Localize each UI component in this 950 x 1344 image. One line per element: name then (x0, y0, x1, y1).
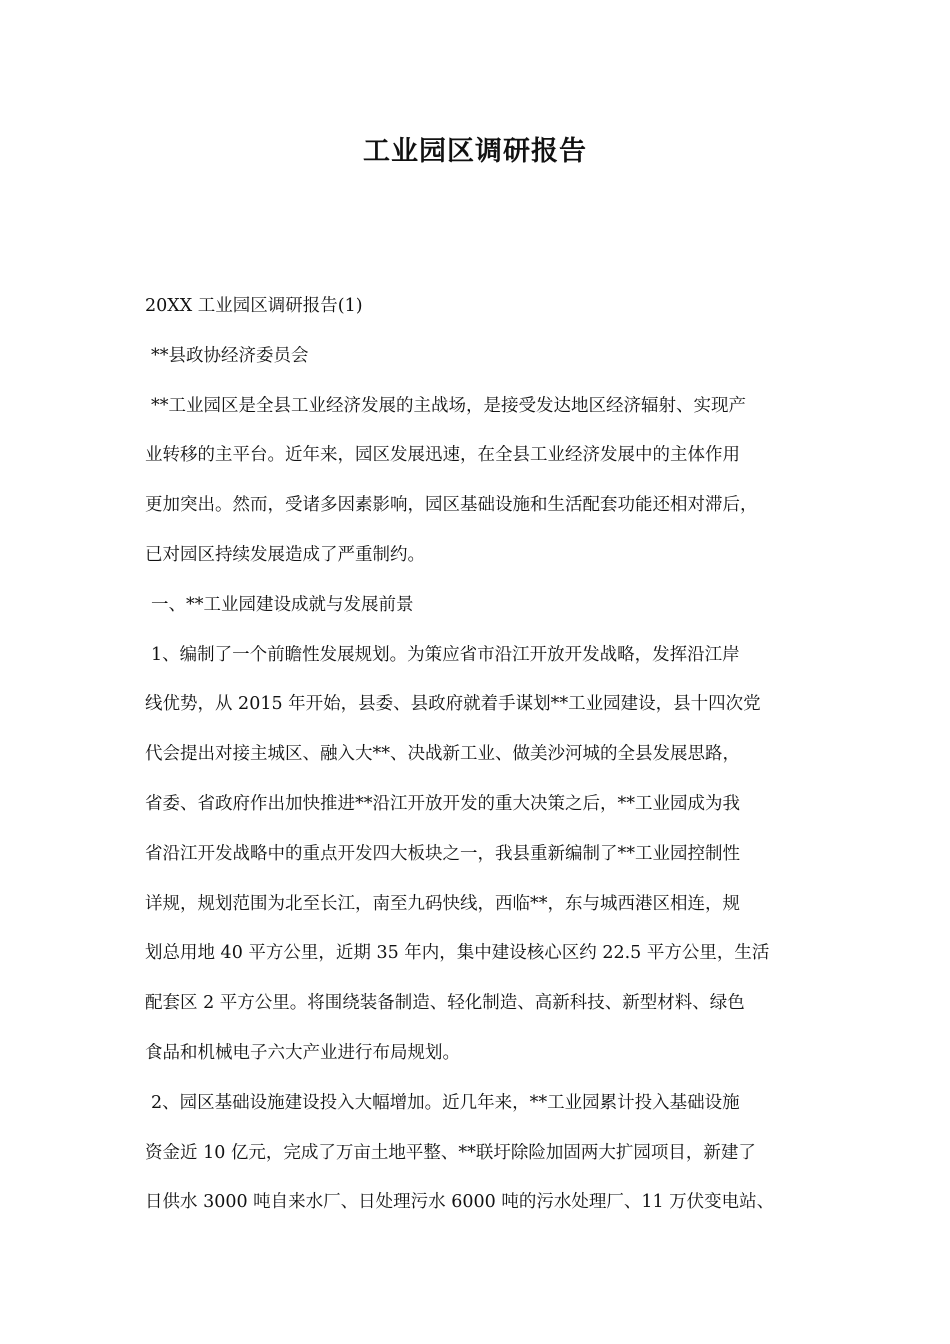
paragraph-line: 食品和机械电子六大产业进行布局规划。 (145, 1042, 460, 1063)
section-heading: 一、**工业园建设成就与发展前景 (151, 594, 414, 615)
paragraph-line: 资金近 10 亿元，完成了万亩土地平整、**联圩除险加固两大扩园项目，新建了 (145, 1142, 756, 1163)
document-body (145, 282, 825, 1228)
paragraph-line: 省委、省政府作出加快推进**沿江开放开发的重大决策之后，**工业园成为我 (145, 793, 740, 814)
paragraph-line: 2、园区基础设施建设投入大幅增加。近几年来，**工业园累计投入基础设施 (151, 1092, 740, 1113)
paragraph-line: 线优势，从 2015 年开始，县委、县政府就着手谋划**工业园建设，县十四次党 (145, 694, 761, 715)
author-line: **县政协经济委员会 (151, 345, 309, 366)
paragraph-line: 更加突出。然而，受诸多因素影响，园区基础设施和生活配套功能还相对滞后， (145, 495, 758, 516)
paragraph-line: 日供水 3000 吨自来水厂、日处理污水 6000 吨的污水处理厂、11 万伏变电站、 (145, 1192, 775, 1213)
paragraph-line: 业转移的主平台。近年来，园区发展迅速，在全县工业经济发展中的主体作用 (145, 445, 740, 466)
paragraph-line: 省沿江开发战略中的重点开发四大板块之一，我县重新编制了**工业园控制性 (145, 843, 740, 864)
paragraph-line: 已对园区持续发展造成了严重制约。 (145, 544, 425, 565)
paragraph-line: 1、编制了一个前瞻性发展规划。为策应省市沿江开放开发战略，发挥沿江岸 (151, 644, 740, 665)
document-title: 工业园区调研报告 (363, 136, 587, 167)
paragraph-line: 详规，规划范围为北至长江，南至九码快线，西临**，东与城西港区相连，规 (145, 893, 740, 914)
paragraph-line: 配套区 2 平方公里。将围绕装备制造、轻化制造、高新科技、新型材料、绿色 (145, 993, 745, 1014)
paragraph-line: **工业园区是全县工业经济发展的主战场，是接受发达地区经济辐射、实现产 (151, 395, 746, 416)
report-subtitle: 20XX 工业园区调研报告(1) (145, 296, 363, 316)
paragraph-line: 代会提出对接主城区、融入大**、决战新工业、做美沙河城的全县发展思路， (145, 744, 740, 765)
paragraph-line: 划总用地 40 平方公里，近期 35 年内，集中建设核心区约 22.5 平方公里，生活 (145, 943, 770, 964)
